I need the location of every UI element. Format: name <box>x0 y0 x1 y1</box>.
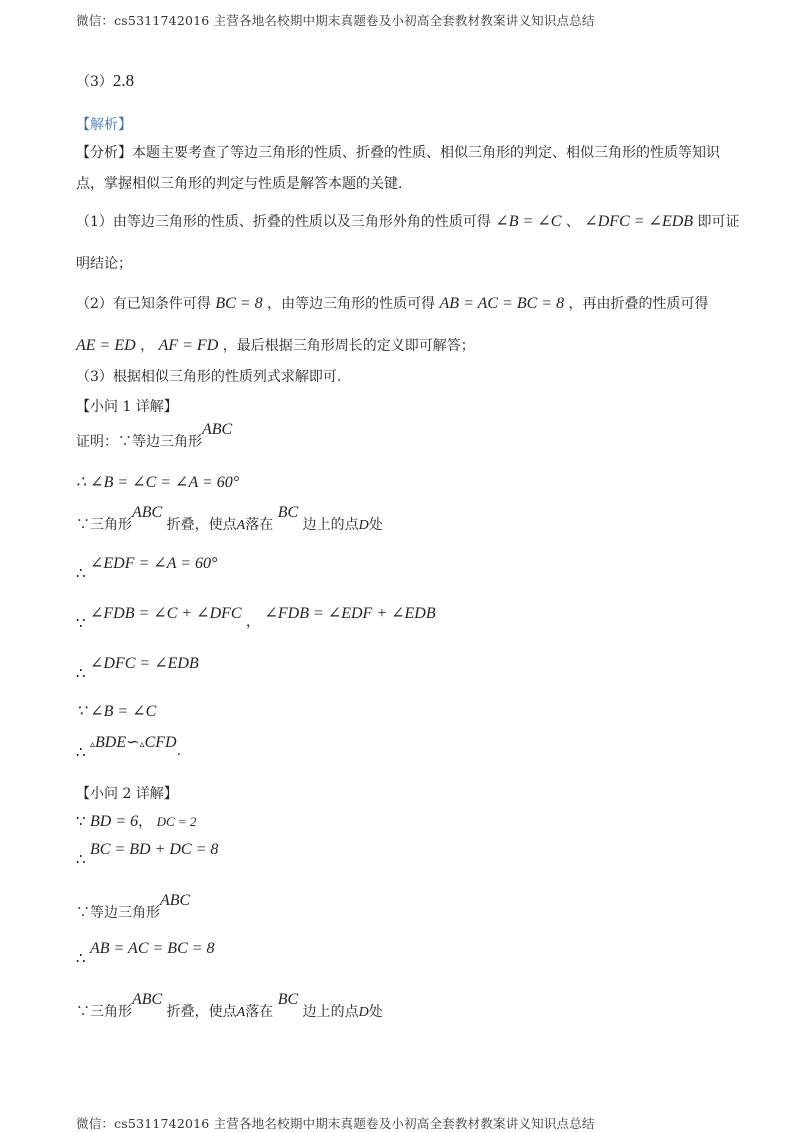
hint-2-text: （2）有已知条件可得 <box>76 296 211 312</box>
q1-step-8 <box>76 734 182 761</box>
hint-2 <box>76 296 709 312</box>
answer-3 <box>76 72 134 89</box>
q2-step-5-text: ∵三角形 <box>76 1004 132 1020</box>
q2-step-1 <box>76 814 196 830</box>
therefore-symbol: ∴ <box>76 664 86 682</box>
hint-1-cont: 明结论； <box>76 256 132 272</box>
hint-1-sep: 、 <box>565 214 580 230</box>
q2-step-5-math-1: ABC <box>132 991 163 1008</box>
triangle-icon: ▵ <box>139 739 145 750</box>
q2-step-1-sep: ， <box>138 814 153 830</box>
q1-step-8-math-2: CFD <box>144 734 177 751</box>
hint-2-sep: ， <box>140 338 155 354</box>
q2-step-1-math-2: DC = 2 <box>156 814 197 829</box>
hint-2-text-2: ，由等边三角形的性质可得 <box>267 296 436 312</box>
q2-title: 【小问 2 详解】 <box>76 786 178 802</box>
page-header: 微信：cs5311742016 主营各地名校期中期末真题卷及小初高全套教材教案讲义知识点总结 <box>76 13 595 28</box>
q1-step-4 <box>76 555 218 582</box>
q2-step-5-math-2: A <box>236 1005 246 1020</box>
q2-step-3 <box>76 892 191 921</box>
q2-step-4 <box>76 940 215 967</box>
q1-step-5-math-2: ∠FDB = ∠EDF + ∠EDB <box>264 605 436 622</box>
triangle-icon: ▵ <box>90 739 96 750</box>
q2-step-5-text-2: 折叠，使点 <box>166 1004 237 1020</box>
q1-step-5 <box>76 605 436 632</box>
q2-step-1-math-1: BD = 6 <box>90 813 139 830</box>
q2-step-2 <box>76 841 219 868</box>
hint-2-text-3: ，再由折叠的性质可得 <box>568 296 709 312</box>
q1-title: 【小问 1 详解】 <box>76 399 178 415</box>
hint-2-cont <box>76 338 475 354</box>
q1-step-3-text-3: 落在 <box>245 517 274 533</box>
q2-step-5-math-3: BC <box>277 991 299 1008</box>
q1-step-6 <box>76 655 199 682</box>
solution-heading: 【解析】 <box>76 117 132 133</box>
q1-step-3-text-2: 折叠，使点 <box>166 517 237 533</box>
therefore-symbol: ∴ <box>76 564 86 582</box>
q1-step-7 <box>76 704 156 720</box>
q2-step-5-math-4: D <box>358 1005 369 1020</box>
q2-step-3-math: ABC <box>160 892 191 909</box>
q1-step-8-period: . <box>176 743 182 759</box>
page-footer: 微信：cs5311742016 主营各地名校期中期末真题卷及小初高全套教材教案讲义知识点总结 <box>76 1116 595 1131</box>
q1-step-6-math: ∠DFC = ∠EDB <box>90 655 199 672</box>
q1-step-3-math-2: A <box>236 518 246 533</box>
q1-step-1-text: 证明：∵等边三角形 <box>76 434 202 450</box>
because-symbol: ∵ <box>76 812 86 830</box>
q1-step-4-math: ∠EDF = ∠A = 60° <box>90 555 218 572</box>
q2-step-5 <box>76 991 383 1020</box>
q2-step-4-math: AB = AC = BC = 8 <box>90 940 215 957</box>
q1-step-5-sep: ， <box>246 614 261 630</box>
analysis-line-2: 点，掌握相似三角形的判定与性质是解答本题的关键. <box>76 176 403 192</box>
hint-2-math-1: BC = 8 <box>215 295 263 312</box>
q1-step-3-math-4: D <box>358 518 369 533</box>
q1-step-3-math-3: BC <box>277 504 299 521</box>
hint-2-math-4: AF = FD <box>158 337 219 354</box>
q1-step-3-math-1: ABC <box>132 504 163 521</box>
hint-2-math-2: AB = AC = BC = 8 <box>439 295 565 312</box>
therefore-symbol: ∴ <box>76 949 86 967</box>
q1-step-2 <box>76 475 239 491</box>
q2-step-3-text: ∵等边三角形 <box>76 905 160 921</box>
answer-3-value: 2.8 <box>112 71 135 90</box>
q1-step-7-math: ∵ ∠B = ∠C <box>76 703 157 720</box>
therefore-symbol: ∴ <box>76 850 86 868</box>
because-symbol: ∵ <box>76 614 86 632</box>
q1-step-3-text: ∵三角形 <box>76 517 132 533</box>
hint-3: （3）根据相似三角形的性质列式求解即可. <box>76 369 342 385</box>
answer-3-label: （3） <box>76 74 113 90</box>
hint-2-tail: ，最后根据三角形周长的定义即可解答； <box>222 338 475 354</box>
hint-1-math-2: ∠DFC = ∠EDB <box>584 213 694 230</box>
q2-step-5-text-4: 边上的点 <box>302 1004 359 1020</box>
hint-1 <box>76 214 740 230</box>
hint-1-tail: 即可证 <box>697 214 740 230</box>
q1-step-8-math-1: BDE∽ <box>95 734 140 751</box>
q2-step-5-text-5: 处 <box>368 1004 383 1020</box>
hint-1-text: （1）由等边三角形的性质、折叠的性质以及三角形外角的性质可得 <box>76 214 491 230</box>
q2-step-5-text-3: 落在 <box>245 1004 274 1020</box>
hint-1-math-1: ∠B = ∠C <box>495 213 562 230</box>
analysis-line-1: 【分析】本题主要考查了等边三角形的性质、折叠的性质、相似三角形的判定、相似三角形的性质等知识 <box>76 145 720 161</box>
q2-step-2-math: BC = BD + DC = 8 <box>90 841 219 858</box>
q1-step-3-text-5: 处 <box>368 517 383 533</box>
q1-step-5-math-1: ∠FDB = ∠C + ∠DFC <box>90 605 242 622</box>
q1-step-1-math: ABC <box>202 421 233 438</box>
q1-step-3 <box>76 504 383 533</box>
q1-step-3-text-4: 边上的点 <box>302 517 359 533</box>
q1-step-1 <box>76 421 233 450</box>
therefore-symbol: ∴ <box>76 743 86 761</box>
hint-2-math-3: AE = ED <box>76 337 136 354</box>
q1-step-2-math: ∴ ∠B = ∠C = ∠A = 60° <box>76 474 240 491</box>
